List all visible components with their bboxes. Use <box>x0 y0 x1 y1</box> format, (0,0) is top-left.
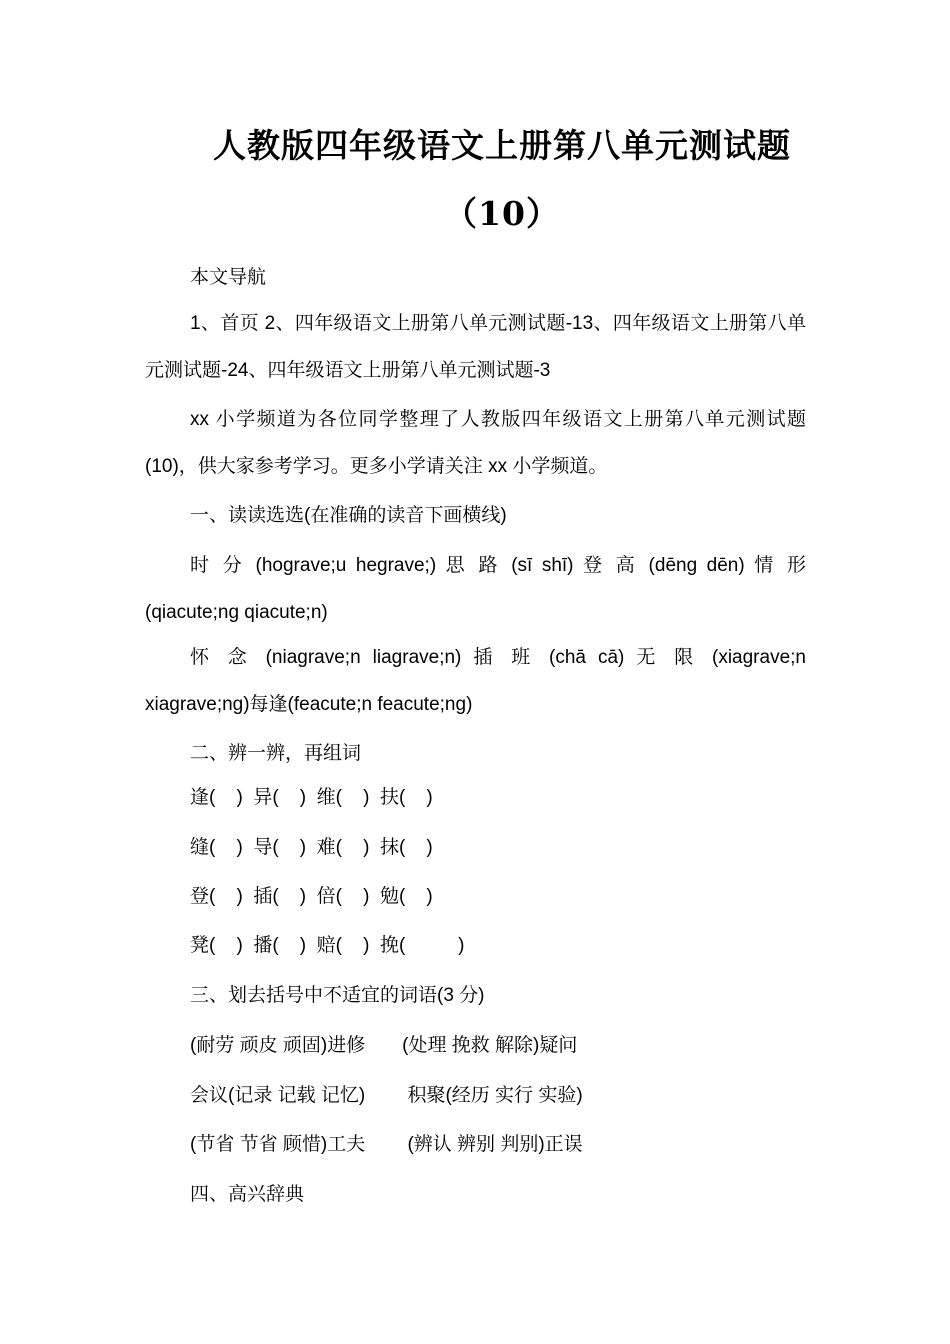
intro-paragraph: xx 小学频道为各位同学整理了人教版四年级语文上册第八单元测试题(10)，供大家参考学习。更多小学请关注 xx 小学频道。 <box>145 409 806 477</box>
section3-row: (节省 节省 顾惜)工夫 (辨认 辨别 判别)正误 <box>190 1134 583 1155</box>
section1-pinyin-row-2: 怀 念 (niagrave;n liagrave;n) 插 班 (chā cā) 无 限 (xiagrave;n xiagrave;ng)每逢(feacute;n feacute;ng) <box>145 647 806 715</box>
section1-heading: 一、读读选选(在准确的读音下画横线) <box>190 505 507 526</box>
section3-heading: 三、划去括号中不适宜的词语(3 分) <box>190 985 485 1006</box>
document-title-number: （10） <box>444 194 560 233</box>
section2-heading: 二、辨一辨，再组词 <box>190 743 362 764</box>
document-title: 人教版四年级语文上册第八单元测试题 <box>213 126 791 165</box>
section2-row: 缝( ) 导( ) 难( ) 抹( ) <box>190 837 433 858</box>
section1-pinyin-row-1: 时 分 (hograve;u hegrave;) 思 路 (sī shī) 登 高 (dēng dēn) 情 形 (qiacute;ng qiacute;n) <box>145 555 806 623</box>
section3-row: 会议(记录 记载 记忆) 积聚(经历 实行 实验) <box>190 1085 583 1106</box>
section2-row: 逢( ) 异( ) 维( ) 扶( ) <box>190 787 433 808</box>
section4-heading: 四、高兴辞典 <box>190 1184 305 1205</box>
section2-row: 登( ) 插( ) 倍( ) 勉( ) <box>190 886 433 907</box>
section2-row: 凳( ) 播( ) 赔( ) 挽( ) <box>190 935 465 956</box>
nav-links[interactable]: 1、首页 2、四年级语文上册第八单元测试题-13、四年级语文上册第八单元测试题-24、四年级语文上册第八单元测试题-3 <box>145 313 806 381</box>
section3-row: (耐劳 顽皮 顽固)进修 (处理 挽救 解除)疑问 <box>190 1035 578 1056</box>
nav-heading: 本文导航 <box>190 267 267 288</box>
